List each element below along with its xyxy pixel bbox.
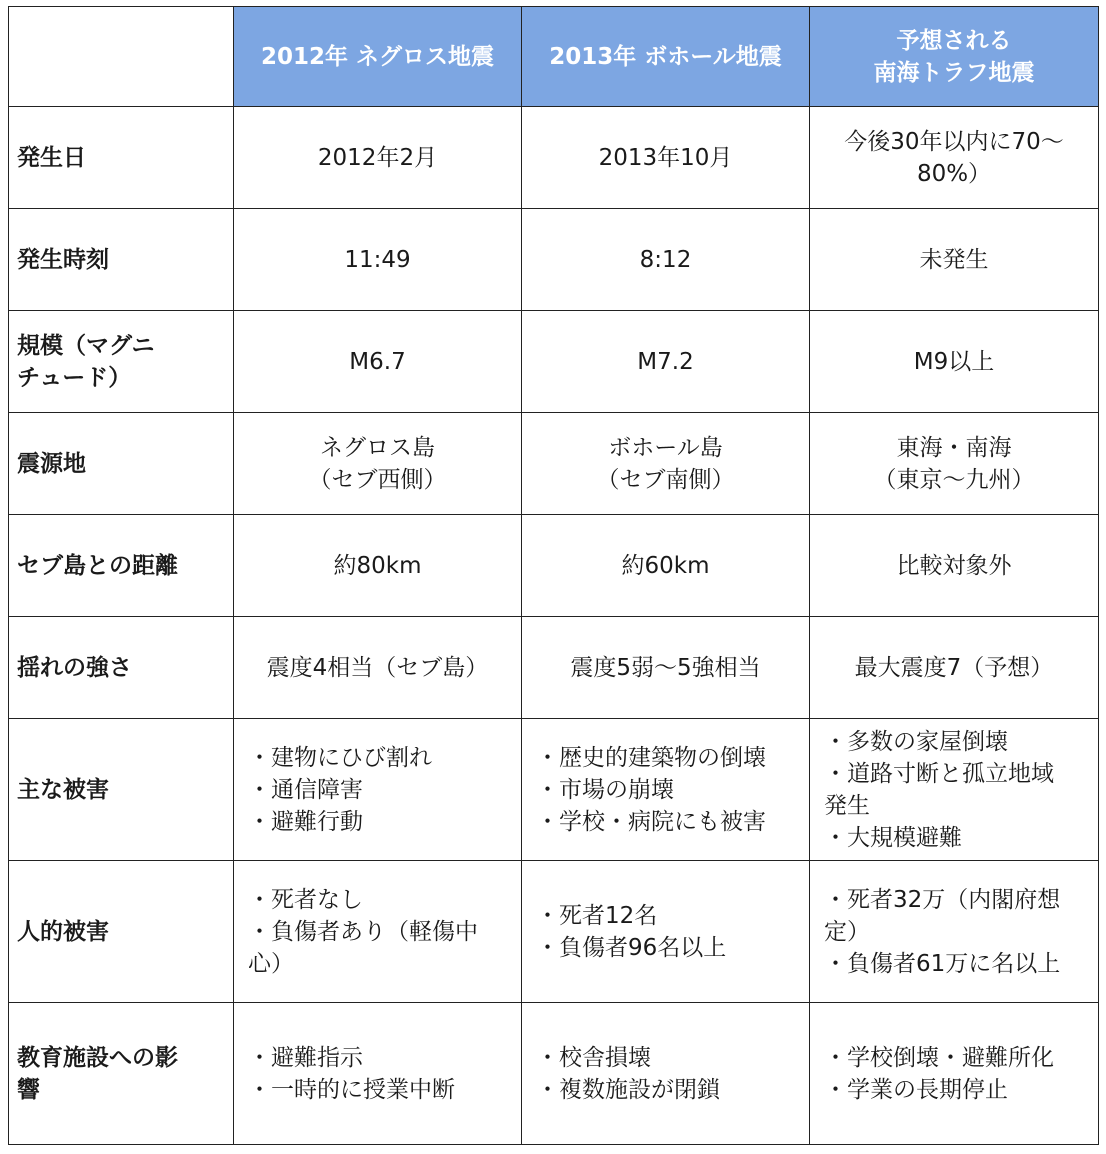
table-cell-negros — [234, 515, 522, 617]
cell-line: 2012年2月 — [317, 144, 438, 171]
table-cell-bohol — [522, 413, 810, 515]
cell-line: 11:49 — [344, 246, 411, 273]
row-label — [9, 617, 234, 719]
cell-line: M7.2 — [637, 348, 694, 375]
row-label-line: 響 — [17, 1076, 40, 1103]
column-header-bohol — [522, 7, 810, 107]
cell-line: ・負傷者96名以上 — [536, 934, 727, 961]
cell-line: ・道路寸断と孤立地域 — [824, 760, 1054, 787]
cell-line: ・死者なし — [248, 886, 363, 913]
cell-line: ・学業の長期停止 — [824, 1076, 1008, 1103]
cell-line: 比較対象外 — [896, 552, 1012, 579]
table-cell-nankai — [810, 515, 1099, 617]
cell-line: ・負傷者あり（軽傷中 — [248, 918, 478, 945]
table-cell-negros — [234, 107, 522, 209]
row-label-line: セブ島との距離 — [17, 552, 178, 579]
cell-line: M9以上 — [913, 348, 995, 375]
cell-line: （セブ南側） — [596, 466, 735, 493]
cell-line: ・歴史的建築物の倒壊 — [536, 744, 766, 771]
table-cell-negros — [234, 719, 522, 861]
cell-line: 未発生 — [919, 246, 989, 273]
table-cell-bohol — [522, 107, 810, 209]
table-cell-negros — [234, 617, 522, 719]
cell-line: ・避難行動 — [248, 808, 363, 835]
cell-line: 2013年10月 — [598, 144, 733, 171]
row-label-line: 発生日 — [17, 144, 86, 171]
table-cell-bohol — [522, 1003, 810, 1145]
row-label — [9, 1003, 234, 1145]
column-header-line: 2012年 ネグロス地震 — [260, 43, 495, 70]
table-cell-nankai — [810, 1003, 1099, 1145]
row-label-line: 震源地 — [17, 450, 86, 477]
cell-line: 約80km — [333, 552, 422, 579]
cell-line: ・市場の崩壊 — [536, 776, 674, 803]
cell-line: ネグロス島 — [320, 434, 435, 461]
cell-line: 最大震度7（予想） — [854, 654, 1054, 681]
table-cell-bohol — [522, 617, 810, 719]
row-label — [9, 515, 234, 617]
row-label-line: 発生時刻 — [17, 246, 109, 273]
table-row — [9, 617, 1099, 719]
table-cell-nankai — [810, 311, 1099, 413]
table-row — [9, 107, 1099, 209]
cell-line: 心） — [248, 950, 294, 977]
row-label — [9, 413, 234, 515]
cell-line: 8:12 — [639, 246, 692, 273]
table-row — [9, 515, 1099, 617]
column-header-nankai — [810, 7, 1099, 107]
cell-line: ・負傷者61万に名以上 — [824, 950, 1061, 977]
comparison-table-wrapper — [8, 6, 1099, 1145]
table-cell-negros — [234, 1003, 522, 1145]
table-row — [9, 209, 1099, 311]
cell-line: 定） — [824, 918, 870, 945]
cell-line: ・避難指示 — [248, 1044, 363, 1071]
row-label-line: 人的被害 — [17, 918, 109, 945]
table-cell-bohol — [522, 719, 810, 861]
cell-line: 震度5弱～5強相当 — [570, 654, 761, 681]
cell-line: ・複数施設が閉鎖 — [536, 1076, 720, 1103]
cell-line: 80%） — [916, 160, 992, 187]
cell-line: ・多数の家屋倒壊 — [824, 728, 1008, 755]
table-row — [9, 861, 1099, 1003]
cell-line: ・死者32万（内閣府想 — [824, 886, 1061, 913]
cell-line: （東京～九州） — [873, 466, 1035, 493]
cell-line: 震度4相当（セブ島） — [266, 654, 489, 681]
cell-line: 今後30年以内に70～ — [844, 128, 1064, 155]
row-label — [9, 107, 234, 209]
cell-line: ・学校倒壊・避難所化 — [824, 1044, 1054, 1071]
column-header-line: 予想される — [896, 27, 1012, 54]
cell-line: ・一時的に授業中断 — [248, 1076, 455, 1103]
table-cell-bohol — [522, 311, 810, 413]
row-label-line: チュード） — [17, 364, 132, 391]
header-corner-cell — [9, 7, 234, 107]
table-cell-negros — [234, 311, 522, 413]
table-cell-negros — [234, 209, 522, 311]
table-body — [9, 107, 1099, 1145]
cell-line: ボホール島 — [608, 434, 723, 461]
row-label — [9, 719, 234, 861]
table-cell-bohol — [522, 515, 810, 617]
header-row — [9, 7, 1099, 107]
table-cell-nankai — [810, 107, 1099, 209]
row-label-line: 規模（マグニ — [17, 332, 155, 359]
table-cell-bohol — [522, 209, 810, 311]
row-label-line: 教育施設への影 — [17, 1044, 178, 1071]
cell-line: （セブ西側） — [308, 466, 447, 493]
row-label-line: 主な被害 — [17, 776, 109, 803]
row-label — [9, 209, 234, 311]
table-row — [9, 1003, 1099, 1145]
table-cell-nankai — [810, 617, 1099, 719]
table-cell-nankai — [810, 719, 1099, 861]
cell-line: ・建物にひび割れ — [248, 744, 432, 771]
cell-line: ・通信障害 — [248, 776, 363, 803]
cell-line: ・大規模避難 — [824, 824, 962, 851]
table-cell-nankai — [810, 413, 1099, 515]
row-label — [9, 311, 234, 413]
cell-line: 約60km — [621, 552, 710, 579]
table-row — [9, 413, 1099, 515]
table-row — [9, 719, 1099, 861]
table-cell-nankai — [810, 861, 1099, 1003]
column-header-line: 2013年 ボホール地震 — [549, 43, 782, 70]
table-cell-negros — [234, 861, 522, 1003]
cell-line: M6.7 — [349, 348, 406, 375]
column-header-line: 南海トラフ地震 — [873, 59, 1035, 86]
table-cell-nankai — [810, 209, 1099, 311]
table-cell-negros — [234, 413, 522, 515]
column-header-negros — [234, 7, 522, 107]
cell-line: 発生 — [824, 792, 870, 819]
row-label-line: 揺れの強さ — [17, 654, 132, 681]
earthquake-comparison-table — [8, 6, 1099, 1145]
table-cell-bohol — [522, 861, 810, 1003]
cell-line: ・死者12名 — [536, 902, 658, 929]
cell-line: ・学校・病院にも被害 — [536, 808, 766, 835]
table-row — [9, 311, 1099, 413]
cell-line: ・校舎損壊 — [536, 1044, 651, 1071]
row-label — [9, 861, 234, 1003]
cell-line: 東海・南海 — [896, 434, 1012, 461]
